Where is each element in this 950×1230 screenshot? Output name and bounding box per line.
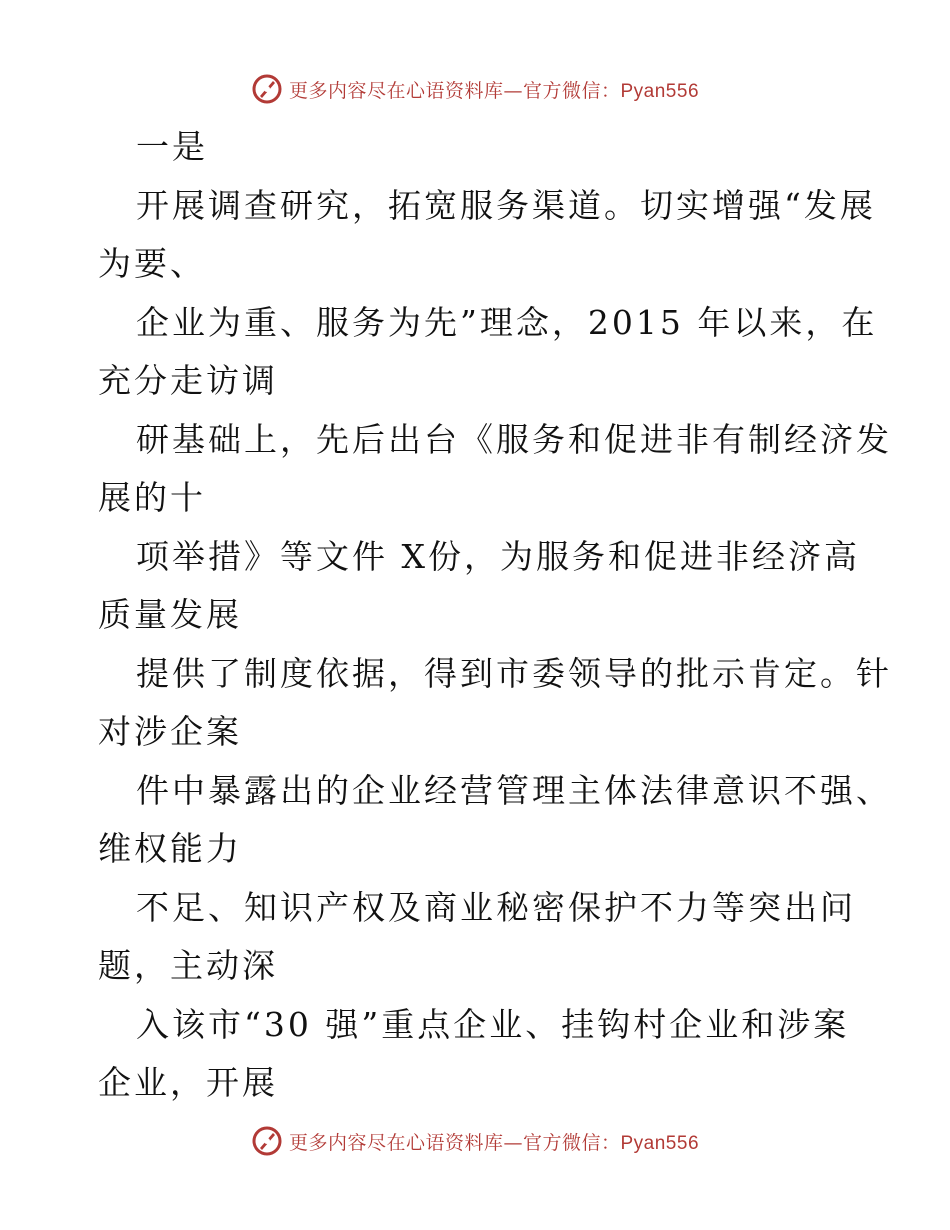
body-line: 项举措》等文件 X份，为服务和促进非经济高 xyxy=(136,536,860,576)
header-banner-dash: — xyxy=(503,79,523,102)
body-line: 提供了制度依据，得到市委领导的批示肯定。针 xyxy=(136,653,892,693)
header-banner-tag: 官方微信： xyxy=(522,79,621,102)
body-line: 对涉企案 xyxy=(98,712,242,751)
body-line: 入该市“30 强”重点企业、挂钩村企业和涉案 xyxy=(136,1004,850,1044)
body-line: 企业为重、服务为先”理念，2015 年以来，在 xyxy=(136,302,878,342)
body-line: 维权能力 xyxy=(98,829,242,868)
quill-logo-icon xyxy=(251,73,283,105)
header-banner xyxy=(0,72,950,106)
body-line: 件中暴露出的企业经营管理主体法律意识不强、 xyxy=(136,770,892,810)
body-line: 展的十 xyxy=(98,478,206,517)
footer-banner-dash: — xyxy=(503,1131,523,1154)
footer-banner-main: 更多内容尽在心语资料库 xyxy=(288,1131,504,1154)
footer-banner-account: Pyan556 xyxy=(620,1132,700,1154)
header-banner-account: Pyan556 xyxy=(620,80,700,102)
footer-banner-tag: 官方微信： xyxy=(522,1131,621,1154)
footer-banner-text xyxy=(289,1128,699,1155)
body-line: 充分走访调 xyxy=(98,361,278,400)
header-banner-main: 更多内容尽在心语资料库 xyxy=(288,79,504,102)
body-line: 质量发展 xyxy=(98,595,242,634)
body-line: 开展调查研究，拓宽服务渠道。切实增强“发展 xyxy=(136,185,876,225)
body-line: 一是 xyxy=(136,127,208,166)
quill-logo-icon xyxy=(251,1125,283,1157)
footer-banner xyxy=(0,1124,950,1158)
body-line: 研基础上，先后出台《服务和促进非有制经济发 xyxy=(136,419,892,459)
document-body xyxy=(98,118,892,1113)
body-line: 题，主动深 xyxy=(98,946,278,985)
body-line: 为要、 xyxy=(98,244,206,283)
body-line: 不足、知识产权及商业秘密保护不力等突出问 xyxy=(136,887,856,927)
body-line: 企业，开展 xyxy=(98,1063,278,1102)
header-banner-text xyxy=(289,76,699,103)
